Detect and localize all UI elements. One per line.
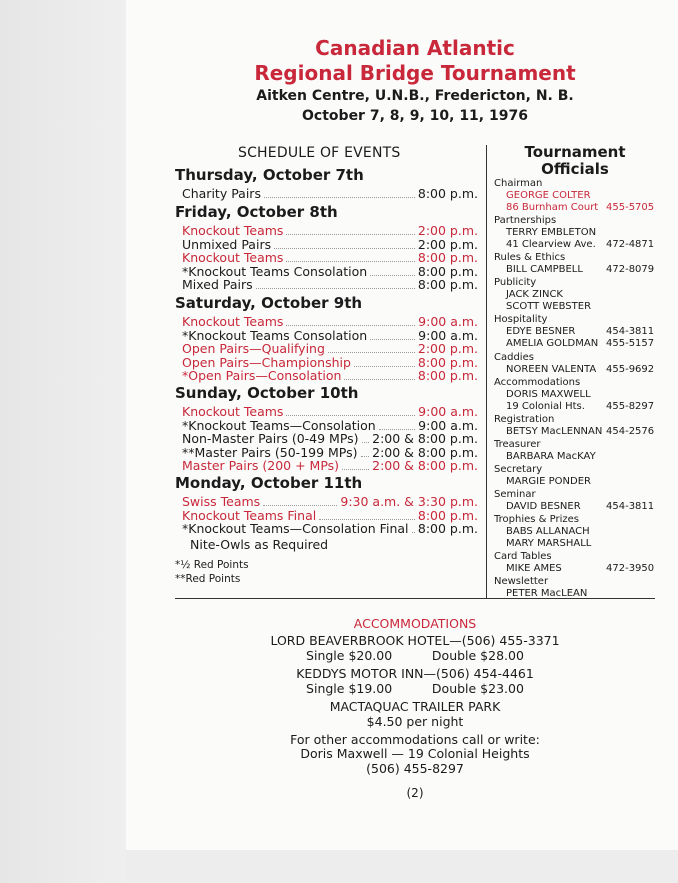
leader-dots	[286, 261, 414, 262]
day-heading: Friday, October 8th	[175, 203, 338, 221]
event-name: Knockout Teams	[182, 404, 284, 419]
event-name: Non-Master Pairs (0-49 MPs)	[182, 431, 359, 447]
official-name: SCOTT WEBSTER	[506, 301, 592, 313]
event-name: Unmixed Pairs	[182, 236, 272, 252]
official-role: Publicity	[494, 277, 537, 289]
event-time: 2:00 p.m.	[417, 236, 478, 252]
day-heading: Monday, October 11th	[175, 474, 363, 492]
event-time: 2:00 p.m.	[417, 341, 478, 357]
event-time: 8:00 p.m.	[417, 368, 478, 384]
event-time: 9:00 a.m.	[418, 314, 478, 329]
event-time: 8:00 p.m.	[417, 354, 478, 370]
accommodation-line: MACTAQUAC TRAILER PARK	[329, 699, 501, 714]
event-name: *Knockout Teams—Consolation Final	[182, 521, 409, 537]
official-name: DORIS MAXWELL	[506, 388, 591, 400]
event-name: Knockout Teams Final	[182, 507, 317, 523]
event-name: *Knockout Teams Consolation	[182, 327, 368, 343]
official-name: EDYE BESNER	[506, 326, 576, 338]
day-heading: Sunday, October 10th	[175, 384, 359, 402]
official-role: Secretary	[494, 463, 543, 475]
accommodation-line: Doris Maxwell — 19 Colonial Heights	[300, 746, 530, 761]
official-name: 41 Clearview Ave.	[506, 239, 596, 251]
official-name: MARGIE PONDER	[506, 475, 591, 487]
event-name: Knockout Teams	[182, 250, 284, 266]
official-name: 86 Burnham Court	[506, 202, 599, 213]
event-row	[182, 368, 478, 383]
event-time: 8:00 p.m.	[417, 507, 478, 523]
event-row	[182, 277, 478, 292]
dates: October 7, 8, 9, 10, 11, 1976	[302, 108, 528, 124]
official-role: Newsletter	[494, 576, 549, 588]
event-name: *Open Pairs—Consolation	[182, 368, 342, 384]
official-name: BARBARA MacKAY	[506, 450, 596, 462]
leader-dots	[286, 325, 415, 326]
leader-dots	[274, 248, 415, 249]
official-name: BETSY MacLENNAN	[506, 425, 603, 437]
accommodation-line: Single $20.00 Double $28.00	[306, 648, 524, 663]
event-time: 8:00 p.m.	[417, 250, 478, 266]
event-time: 8:00 p.m.	[417, 277, 478, 293]
event-name: *Knockout Teams—Consolation	[182, 417, 376, 433]
official-name: JACK ZINCK	[506, 289, 563, 301]
official-phone: 455-5157	[606, 338, 655, 350]
leader-dots	[328, 352, 415, 353]
accommodation-line: Single $19.00 Double $23.00	[306, 681, 524, 696]
leader-dots	[342, 469, 369, 470]
event-name: Knockout Teams	[182, 223, 284, 238]
event-time: 8:00 p.m.	[417, 263, 478, 279]
leader-dots	[256, 288, 415, 289]
official-role: Seminar	[494, 489, 536, 500]
official-name: TERRY EMBLETON	[506, 227, 597, 239]
official-name: NOREEN VALENTA	[506, 363, 597, 375]
schedule-heading: SCHEDULE OF EVENTS	[238, 145, 401, 161]
official-phone: 472-8079	[606, 264, 655, 276]
title-line-1: Canadian Atlantic	[315, 36, 515, 60]
official-role: Accommodations	[494, 376, 581, 388]
official-name: DAVID BESNER	[506, 501, 581, 512]
accommodation-line: $4.50 per night	[366, 714, 464, 729]
official-role: Card Tables	[494, 551, 552, 563]
page-number: (2)	[406, 786, 424, 800]
leader-dots	[354, 366, 415, 367]
day-heading: Thursday, October 7th	[175, 166, 364, 184]
event-time: 2:00 & 8:00 p.m.	[372, 431, 478, 447]
event-row	[182, 521, 478, 536]
event-name: **Master Pairs (50-199 MPs)	[182, 444, 358, 460]
leader-dots	[370, 275, 415, 276]
official-role: Caddies	[494, 351, 534, 363]
official-role: Partnerships	[494, 215, 557, 227]
title-line-2: Regional Bridge Tournament	[254, 61, 576, 85]
event-time: 2:00 & 8:00 p.m.	[372, 444, 478, 460]
event-name: Master Pairs (200 + MPs)	[182, 458, 340, 474]
leader-dots	[370, 339, 415, 340]
leader-dots	[412, 532, 415, 533]
footnote-red: **Red Points	[175, 573, 241, 585]
official-role: Rules & Ethics	[494, 252, 566, 264]
accommodation-line: KEDDYS MOTOR INN—(506) 454-4461	[296, 666, 534, 681]
official-phone: 472-3950	[606, 563, 655, 575]
event-row	[182, 186, 478, 201]
leader-dots	[286, 415, 415, 416]
official-name: GEORGE COLTER	[506, 190, 591, 201]
official-phone: 454-2576	[606, 425, 655, 437]
official-phone: 455-8297	[606, 400, 655, 412]
official-name: MIKE AMES	[506, 563, 562, 575]
event-name: Mixed Pairs	[182, 277, 253, 293]
official-name: MARY MARSHALL	[506, 538, 592, 550]
event-name: Open Pairs—Qualifying	[182, 341, 325, 357]
venue: Aitken Centre, U.N.B., Fredericton, N. B.	[256, 88, 574, 104]
official-name: AMELIA GOLDMAN	[506, 338, 599, 350]
official-phone: 454-3811	[606, 326, 655, 338]
leader-dots	[362, 442, 370, 443]
event-name: Knockout Teams	[182, 314, 284, 329]
official-phone: 472-4871	[606, 239, 655, 251]
leader-dots	[263, 505, 337, 506]
page-background	[0, 0, 126, 883]
event-time: 2:00 & 8:00 p.m.	[372, 458, 478, 474]
event-time: 9:00 a.m.	[418, 417, 478, 433]
footnote-half-red: *½ Red Points	[175, 559, 249, 571]
event-row	[182, 458, 478, 473]
leader-dots	[319, 519, 415, 520]
officials-heading-2: Officials	[541, 160, 609, 178]
official-name: BABS ALLANACH	[506, 526, 590, 538]
officials-heading-1: Tournament	[524, 143, 626, 161]
event-name: *Knockout Teams Consolation	[182, 263, 368, 279]
official-role: Hospitality	[494, 314, 548, 326]
event-time: 8:00 p.m.	[417, 186, 478, 201]
official-phone: 455-5705	[606, 202, 655, 213]
official-name: PETER MacLEAN	[506, 588, 588, 600]
leader-dots	[379, 429, 415, 430]
leader-dots	[264, 197, 415, 198]
official-role: Treasurer	[494, 438, 541, 450]
day-heading: Saturday, October 9th	[175, 294, 363, 312]
official-role: Trophies & Prizes	[494, 514, 579, 526]
nite-owls: Nite-Owls as Required	[190, 537, 329, 552]
event-name: Open Pairs—Championship	[182, 354, 351, 370]
official-role: Chairman	[494, 178, 543, 189]
event-time: 9:00 a.m.	[418, 327, 478, 343]
accommodation-line: LORD BEAVERBROOK HOTEL—(506) 455-3371	[270, 633, 560, 648]
event-time: 8:00 p.m.	[417, 521, 478, 537]
accommodation-line: (506) 455-8297	[366, 761, 464, 776]
accommodations-heading: ACCOMMODATIONS	[353, 616, 477, 631]
leader-dots	[361, 456, 370, 457]
leader-dots	[286, 234, 414, 235]
official-name: 19 Colonial Hts.	[506, 400, 585, 412]
event-time: 2:00 p.m.	[417, 223, 478, 238]
event-time: 9:30 a.m. & 3:30 p.m.	[340, 494, 478, 509]
accommodation-line: For other accommodations call or write:	[290, 732, 540, 747]
official-role: Registration	[494, 413, 555, 425]
official-phone: 455-9692	[606, 363, 655, 375]
event-name: Charity Pairs	[182, 186, 261, 201]
column-divider	[486, 145, 487, 599]
official-phone: 454-3811	[606, 501, 655, 512]
official-name: BILL CAMPBELL	[506, 264, 583, 276]
event-time: 9:00 a.m.	[418, 404, 478, 419]
leader-dots	[344, 379, 414, 380]
event-name: Swiss Teams	[182, 494, 261, 509]
